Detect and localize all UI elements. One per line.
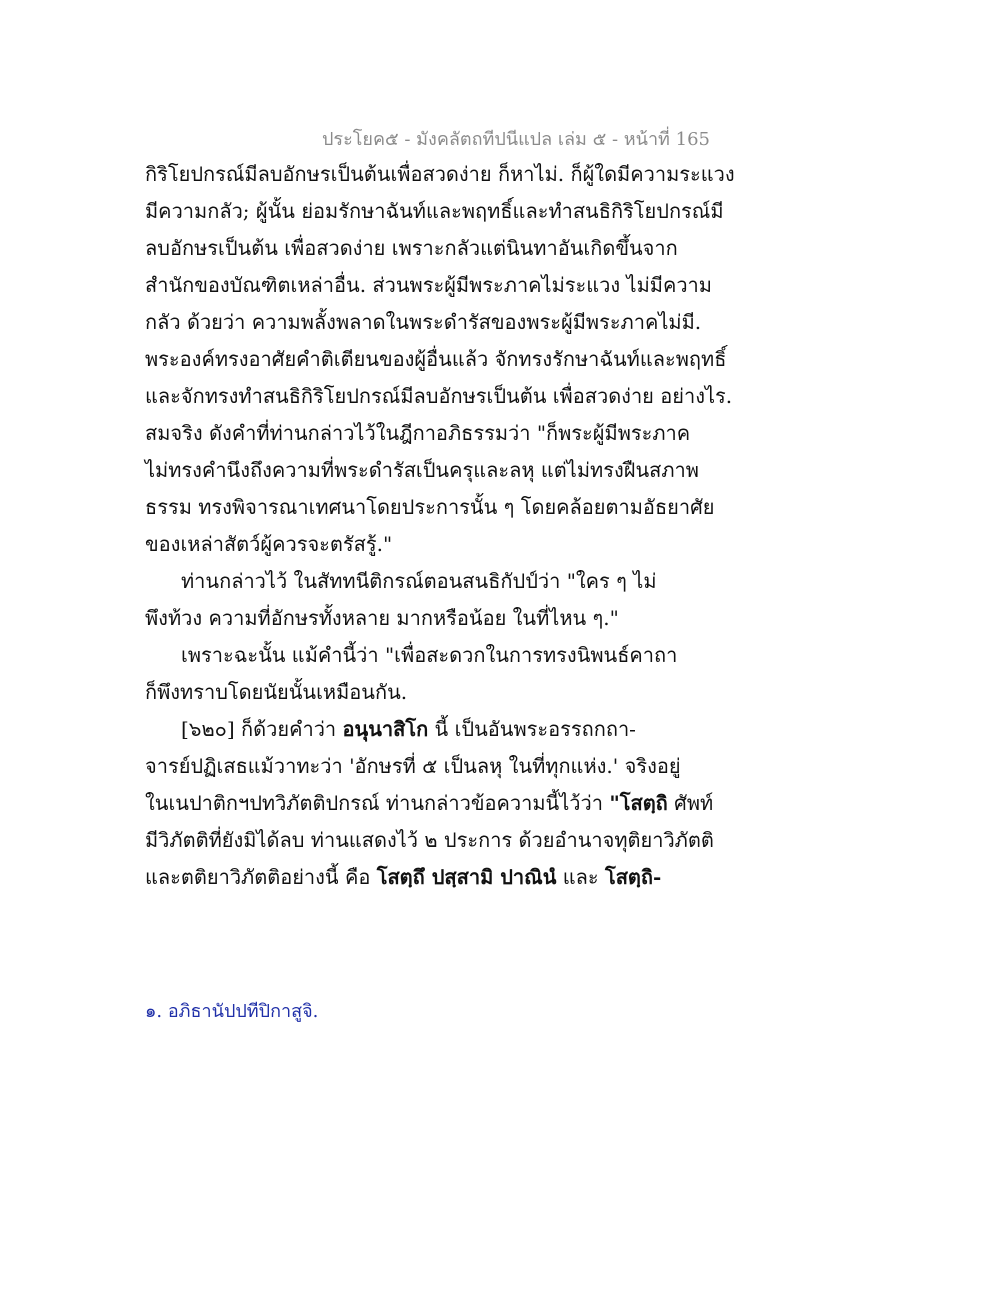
line-text: ในเนปาติกฯปทวิภัตติปกรณ์ ท่านกล่าวข้อความนี้ไว้ว่า (145, 791, 610, 815)
line-text: ก็พึงทราบโดยนัยนั้นเหมือนกัน. (145, 680, 408, 704)
body-text (145, 156, 735, 896)
line-text: นี้ เป็นอันพระอรรถกถา- (428, 717, 636, 741)
line-text: และตติยาวิภัตติอย่างนี้ คือ (145, 865, 377, 889)
text-line (145, 637, 725, 674)
bold-term: "โสตฺถิ (609, 791, 668, 815)
text-line (145, 785, 725, 822)
line-text: ธรรม ทรงพิจารณาเทศนาโดยประการนั้น ๆ โดยคล้อยตามอัธยาศัย (145, 495, 715, 519)
text-line (145, 304, 725, 341)
line-text: ไม่ทรงคำนึงถึงความที่พระดำรัสเป็นครุและลหุ แต่ไม่ทรงฝืนสภาพ (145, 458, 699, 482)
line-text: สมจริง ดังคำที่ท่านกล่าวไว้ในฎีกาอภิธรรมว่า "ก็พระผู้มีพระภาค (145, 421, 691, 445)
text-line (145, 859, 725, 896)
text-line (145, 822, 725, 859)
footnote: ๑. อภิธานัปปทีปิกาสูจิ. (145, 1001, 319, 1022)
line-text: มีวิภัตติที่ยังมิได้ลบ ท่านแสดงไว้ ๒ ประการ ด้วยอำนาจทุติยาวิภัตติ (145, 828, 714, 852)
page-header: ประโยค๕ - มังคลัตถทีปนีแปล เล่ม ๕ - หน้าที่ 165 (322, 129, 710, 150)
line-text: สำนักของบัณฑิตเหล่าอื่น. ส่วนพระผู้มีพระภาคไม่ระแวง ไม่มีความ (145, 273, 712, 297)
line-text: ลบอักษรเป็นต้น เพื่อสวดง่าย เพราะกลัวแต่นินทาอันเกิดขึ้นจาก (145, 236, 678, 260)
text-line (145, 489, 725, 526)
text-line (145, 563, 725, 600)
text-line (145, 748, 725, 785)
line-text: ศัพท์ (667, 791, 714, 815)
line-text: จารย์ปฏิเสธแม้วาทะว่า 'อักษรที่ ๕ เป็นลหุ ในที่ทุกแห่ง.' จริงอยู่ (145, 754, 681, 778)
line-text: พึงท้วง ความที่อักษรทั้งหลาย มากหรือน้อย ในที่ไหน ๆ." (145, 606, 619, 630)
line-text: กลัว ด้วยว่า ความพลั้งพลาดในพระดำรัสของพระผู้มีพระภาคไม่มี. (145, 310, 702, 334)
text-line (145, 674, 725, 711)
text-line (145, 230, 725, 267)
line-text: ท่านกล่าวไว้ ในสัททนีติกรณ์ตอนสนธิกัปป์ว่า "ใคร ๆ ไม่ (181, 569, 657, 593)
bold-term: โสตฺถิ- (604, 865, 662, 889)
line-text: พระองค์ทรงอาศัยคำติเตียนของผู้อื่นแล้ว จักทรงรักษาฉันท์และพฤทธิ์ (145, 347, 727, 371)
line-text: และ (556, 865, 605, 889)
text-line (145, 526, 725, 563)
line-text: กิริโยปกรณ์มีลบอักษรเป็นต้นเพื่อสวดง่าย ก็หาไม่. ก็ผู้ใดมีความระแวง (145, 162, 735, 186)
text-line (145, 267, 725, 304)
line-text: [๖๒๐] ก็ด้วยคำว่า (181, 717, 343, 741)
text-line (145, 452, 725, 489)
text-line (145, 415, 725, 452)
bold-term: โสตฺถึ ปสฺสามิ ปาณินํ (376, 865, 557, 889)
text-line (145, 600, 725, 637)
line-text: ของเหล่าสัตว์ผู้ควรจะตรัสรู้." (145, 532, 393, 556)
line-text: และจักทรงทำสนธิกิริโยปกรณ์มีลบอักษรเป็นต้น เพื่อสวดง่าย อย่างไร. (145, 384, 733, 408)
text-line (145, 156, 735, 193)
text-line (145, 378, 733, 415)
text-line (145, 341, 725, 378)
text-line (145, 193, 725, 230)
text-line (145, 711, 725, 748)
line-text: มีความกลัว; ผู้นั้น ย่อมรักษาฉันท์และพฤทธิ์และทำสนธิกิริโยปกรณ์มี (145, 199, 724, 223)
line-text: เพราะฉะนั้น แม้คำนี้ว่า "เพื่อสะดวกในการทรงนิพนธ์คาถา (181, 643, 678, 667)
bold-term: อนุนาสิโก (342, 717, 429, 741)
